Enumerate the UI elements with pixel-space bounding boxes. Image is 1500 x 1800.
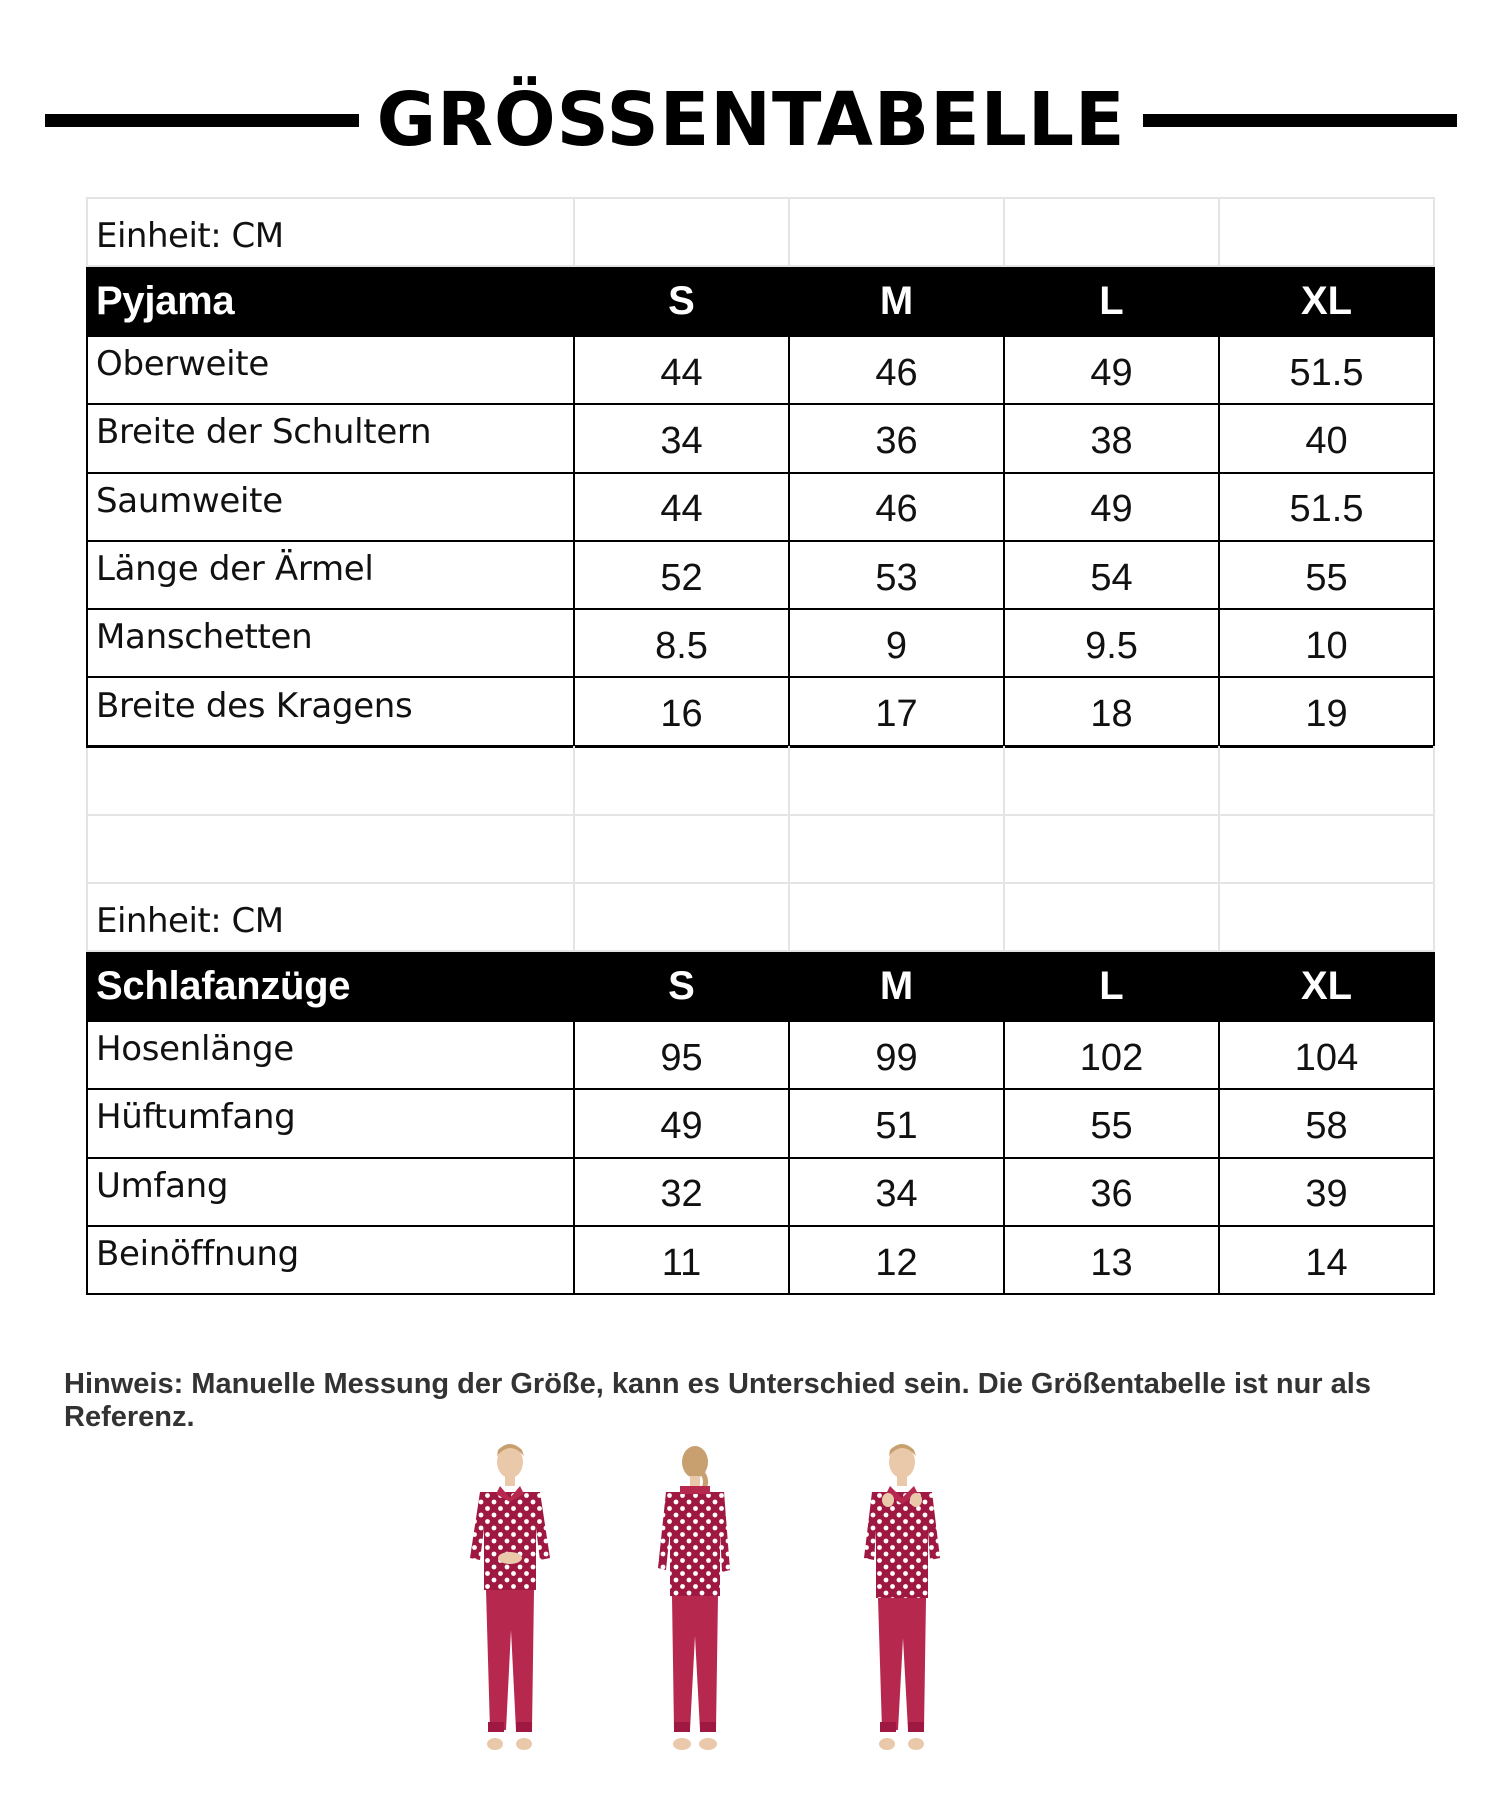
measure-value: 55 xyxy=(1004,1089,1219,1157)
empty-cell xyxy=(1004,198,1219,266)
model-back-image xyxy=(640,1440,750,1765)
size-header: M xyxy=(789,951,1004,1021)
empty-cell xyxy=(574,747,789,815)
measure-value: 16 xyxy=(574,677,789,745)
blank-row xyxy=(87,747,1434,815)
measure-label: Breite des Kragens xyxy=(87,677,574,745)
measure-label: Oberweite xyxy=(87,336,574,404)
measure-value: 12 xyxy=(789,1226,1004,1294)
measure-value: 44 xyxy=(574,336,789,404)
measure-value: 95 xyxy=(574,1021,789,1089)
measure-value: 17 xyxy=(789,677,1004,745)
size-header: L xyxy=(1004,951,1219,1021)
measure-label: Beinöffnung xyxy=(87,1226,574,1294)
blank-row xyxy=(87,815,1434,883)
measure-label: Manschetten xyxy=(87,609,574,677)
measure-value: 10 xyxy=(1219,609,1434,677)
measure-value: 39 xyxy=(1219,1158,1434,1226)
measure-value: 53 xyxy=(789,541,1004,609)
model-front-image xyxy=(458,1440,568,1765)
measure-value: 49 xyxy=(1004,473,1219,541)
empty-cell xyxy=(574,883,789,951)
empty-cell xyxy=(87,815,574,883)
measure-label: Saumweite xyxy=(87,473,574,541)
title-banner xyxy=(45,72,1457,168)
measure-value: 9 xyxy=(789,609,1004,677)
measure-value: 8.5 xyxy=(574,609,789,677)
measure-value: 104 xyxy=(1219,1021,1434,1089)
unit-row xyxy=(87,198,1434,266)
measure-value: 52 xyxy=(574,541,789,609)
measure-value: 51.5 xyxy=(1219,336,1434,404)
page-title: GRÖSSENTABELLE xyxy=(376,77,1126,163)
measure-value: 14 xyxy=(1219,1226,1434,1294)
empty-cell xyxy=(789,815,1004,883)
unit-label: Einheit: CM xyxy=(87,198,574,266)
empty-cell xyxy=(1219,883,1434,951)
empty-cell xyxy=(1004,883,1219,951)
table-row xyxy=(87,1089,1434,1157)
table-row xyxy=(87,1226,1434,1294)
empty-cell xyxy=(574,198,789,266)
measure-label: Länge der Ärmel xyxy=(87,541,574,609)
table-row xyxy=(87,1021,1434,1089)
size-table-pyjama xyxy=(86,197,1435,747)
measure-value: 32 xyxy=(574,1158,789,1226)
size-header: XL xyxy=(1219,266,1434,336)
table-row xyxy=(87,336,1434,404)
model-pose-image xyxy=(850,1440,960,1765)
model-photos xyxy=(440,1440,1090,1770)
measure-value: 13 xyxy=(1004,1226,1219,1294)
unit-row xyxy=(87,883,1434,951)
header-row xyxy=(87,266,1434,336)
empty-cell xyxy=(1219,198,1434,266)
table-row xyxy=(87,404,1434,472)
size-table-schlafanzuege xyxy=(86,746,1435,1295)
empty-cell xyxy=(789,883,1004,951)
size-header: L xyxy=(1004,266,1219,336)
measure-value: 49 xyxy=(1004,336,1219,404)
empty-cell xyxy=(87,747,574,815)
measure-value: 19 xyxy=(1219,677,1434,745)
measure-value: 46 xyxy=(789,473,1004,541)
measure-value: 36 xyxy=(789,404,1004,472)
measure-value: 11 xyxy=(574,1226,789,1294)
measure-value: 40 xyxy=(1219,404,1434,472)
measure-value: 99 xyxy=(789,1021,1004,1089)
table-row xyxy=(87,677,1434,745)
empty-cell xyxy=(789,198,1004,266)
measure-value: 51.5 xyxy=(1219,473,1434,541)
measure-value: 49 xyxy=(574,1089,789,1157)
size-header: XL xyxy=(1219,951,1434,1021)
size-header: S xyxy=(574,266,789,336)
unit-label: Einheit: CM xyxy=(87,883,574,951)
disclaimer-note: Hinweis: Manuelle Messung der Größe, kann es Unterschied sein. Die Größentabelle ist nur als Referenz. xyxy=(64,1368,1371,1433)
measure-value: 55 xyxy=(1219,541,1434,609)
measure-label: Hüftumfang xyxy=(87,1089,574,1157)
empty-cell xyxy=(1004,815,1219,883)
measure-value: 38 xyxy=(1004,404,1219,472)
measure-label: Umfang xyxy=(87,1158,574,1226)
measure-value: 58 xyxy=(1219,1089,1434,1157)
table-row xyxy=(87,1158,1434,1226)
empty-cell xyxy=(1004,747,1219,815)
measure-value: 36 xyxy=(1004,1158,1219,1226)
title-rule-right xyxy=(1143,114,1457,127)
measure-label: Hosenlänge xyxy=(87,1021,574,1089)
table-row xyxy=(87,473,1434,541)
table-heading: Schlafanzüge xyxy=(87,951,574,1021)
size-header: M xyxy=(789,266,1004,336)
table-row xyxy=(87,609,1434,677)
table-row xyxy=(87,541,1434,609)
size-header: S xyxy=(574,951,789,1021)
measure-value: 51 xyxy=(789,1089,1004,1157)
header-row xyxy=(87,951,1434,1021)
measure-value: 18 xyxy=(1004,677,1219,745)
measure-label: Breite der Schultern xyxy=(87,404,574,472)
empty-cell xyxy=(1219,815,1434,883)
measure-value: 102 xyxy=(1004,1021,1219,1089)
table-heading: Pyjama xyxy=(87,266,574,336)
empty-cell xyxy=(1219,747,1434,815)
measure-value: 46 xyxy=(789,336,1004,404)
measure-value: 44 xyxy=(574,473,789,541)
measure-value: 34 xyxy=(789,1158,1004,1226)
measure-value: 54 xyxy=(1004,541,1219,609)
measure-value: 34 xyxy=(574,404,789,472)
title-rule-left xyxy=(45,114,359,127)
empty-cell xyxy=(574,815,789,883)
measure-value: 9.5 xyxy=(1004,609,1219,677)
empty-cell xyxy=(789,747,1004,815)
